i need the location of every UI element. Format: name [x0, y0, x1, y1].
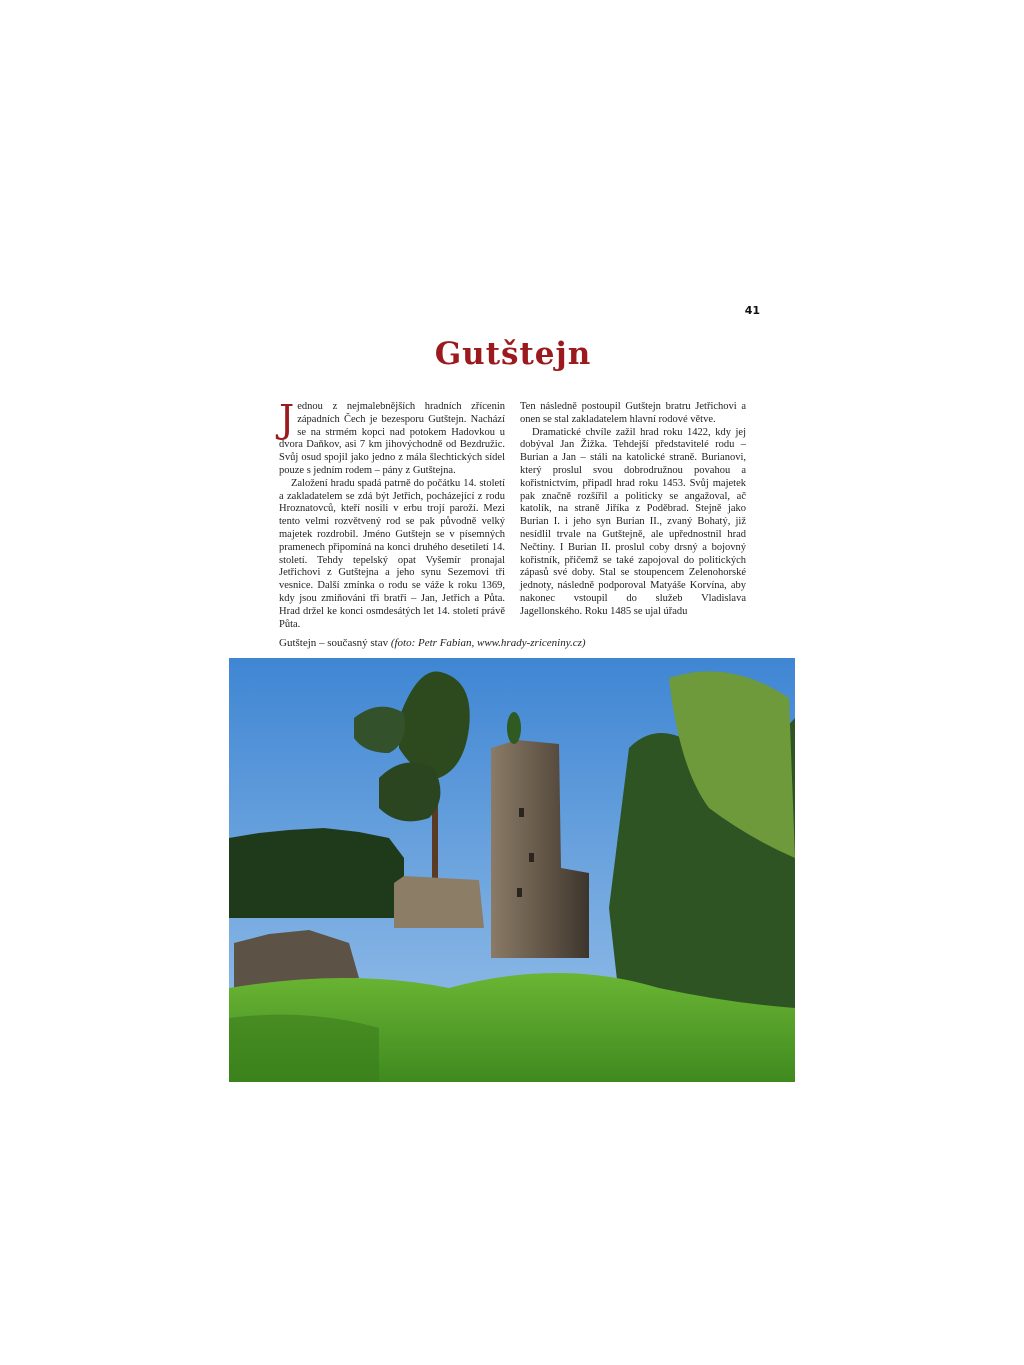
meadow-shadow	[229, 1015, 379, 1082]
tower-window	[529, 853, 534, 862]
castle-photo	[229, 658, 795, 1082]
photo-credit: (foto: Petr Fabian, www.hrady-zriceniny.cz)	[390, 637, 586, 649]
drop-cap: J	[279, 397, 295, 441]
chapter-title: Gutštejn	[434, 336, 592, 372]
paragraph	[279, 397, 505, 478]
tower-window	[517, 888, 522, 897]
text-column-left	[279, 397, 505, 631]
caption-text: Gutštejn – současný stav	[279, 637, 391, 649]
paragraph-text: ednou z nejmalebnějších hradních zřícenin západních Čech je bezesporu Gutštejn. Nachází se na strmém kopci nad potokem Hadovkou u dvora Daňkov, asi 7 km jihovýchodně od Bezdružic. Svůj osud spojil jako jedno z mála šlechtických sídel pouze s jedním rodem – pány z Gutštejna.	[279, 401, 505, 476]
paragraph: Ten následně postoupil Gutštejn bratru Jetřichovi a onen se stal zakladatelem hlavní rodové větve.	[520, 401, 746, 425]
castle-wall	[394, 876, 484, 928]
paragraph: Dramatické chvíle zažil hrad roku 1422, kdy jej dobýval Jan Žižka. Tehdejší představitelé rodu – Burian a Jan – stáli na katolické straně. Burianovi, který proslul svou dobrodružnou povahou a kořistnictvím, připadl hrad roku 1453. Svůj majetek pak značně rozšířil a politicky se angažoval, ač katolík, na straně Jiříka z Poděbrad. Stejně jako Burian I. i jeho syn Burian II., zvaný Bohatý, již nesídlil trvale na Gutštejně, ale upřednostnil hrad Nečtiny. I Burian II. proslul coby drsný a bojovný kořistník, přičemž se také zapojoval do politických zápasů své doby. Stal se stoupencem Zelenohorské jednoty, následně podporoval Matyáše Korvína, aby nakonec vstoupil do služeb Vladislava Jagellonského. Roku 1485 se ujal úřadu	[520, 426, 746, 617]
text-column-right	[520, 401, 746, 619]
forest-background	[229, 828, 404, 918]
photo-caption	[279, 637, 799, 649]
pine-crown	[379, 762, 440, 821]
tower-top-tree	[507, 712, 521, 744]
tower-window	[519, 808, 524, 817]
paragraph: Založení hradu spadá patrně do počátku 14. století a zakladatelem se zdá být Jetřich, pocházející z rodu Hroznatovců, kteří nosili v erbu trojí paroží. Mezi tento velmi rozvětvený rod se pak původně velký majetek rozdrobil. Jméno Gutštejn se v písemných pramenech připomíná na konci druhého desetiletí 14. století. Tehdy tepelský opat Vyšemír pronajal Jetřichovi z Gutštejna a jeho synu Sezemovi tři vesnice. Další zmínka o rodu se váže k roku 1369, kdy jsou zmiňováni tři bratři – Jan, Jetřich a Půta. Hrad držel ke konci osmdesátých let 14. století právě Půta.	[279, 477, 505, 630]
page-number: 41	[744, 304, 760, 317]
